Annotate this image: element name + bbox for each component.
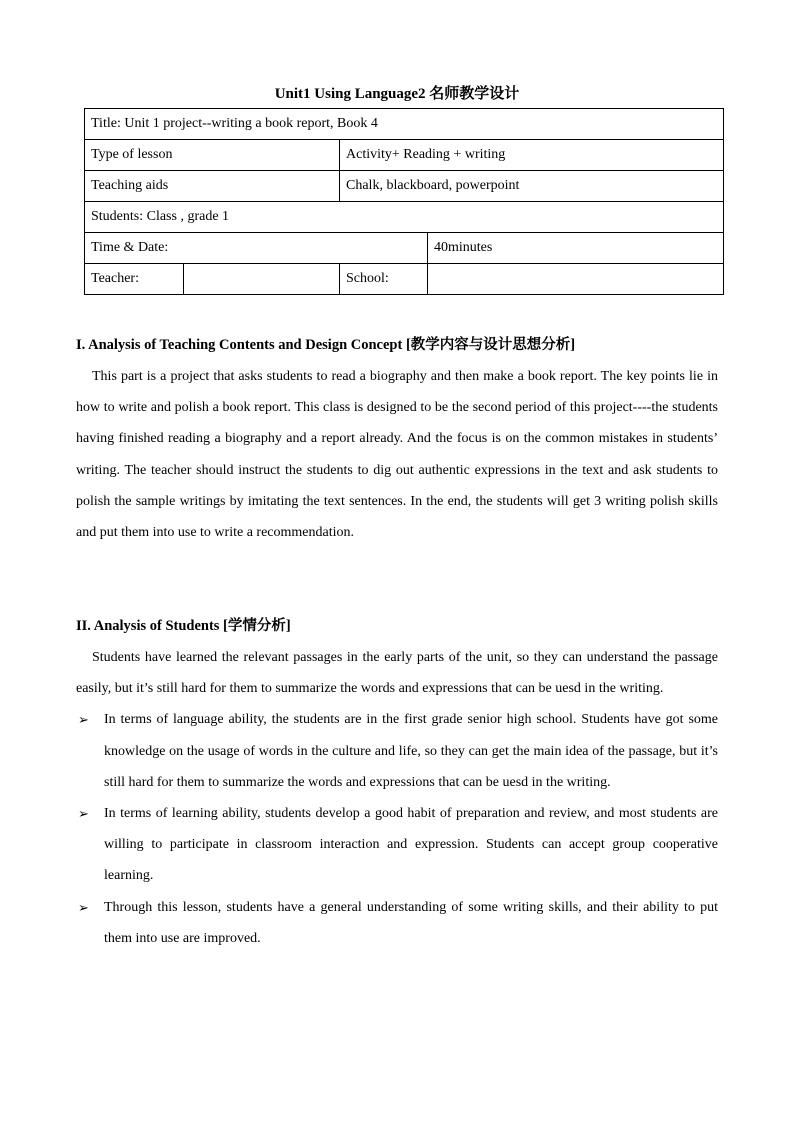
time-value-cell: 40minutes — [428, 233, 724, 264]
section-heading: I. Analysis of Teaching Contents and Design Concept [教学内容与设计思想分析] — [76, 337, 576, 353]
school-label-cell: School: — [340, 264, 428, 295]
time-label-cell: Time & Date: — [85, 233, 428, 264]
aids-label-cell: Teaching aids — [85, 171, 340, 202]
table-row — [85, 233, 724, 264]
document-title: Unit1 Using Language2 名师教学设计 — [274, 86, 520, 102]
arrow-bullet-icon: ➢ — [78, 806, 89, 822]
aids-value-cell: Chalk, blackboard, powerpoint — [340, 171, 724, 202]
section-teaching-contents — [76, 330, 718, 548]
list-item — [76, 798, 718, 892]
list-item — [76, 704, 718, 798]
teacher-label-cell: Teacher: — [85, 264, 184, 295]
type-value-cell: Activity+ Reading + writing — [340, 140, 724, 171]
list-item-text: In terms of learning ability, students develop a good habit of preparation and review, and most students are willing to participate in classroom interaction and expression. Students can accept group cooperative learning. — [104, 806, 718, 884]
table-row — [85, 140, 724, 171]
section-students — [76, 611, 718, 954]
arrow-bullet-icon: ➢ — [78, 712, 89, 728]
section-paragraph: Students have learned the relevant passages in the early parts of the unit, so they can understand the passage easily, but it’s still hard for them to summarize the words and expressions that can be uesd in the writing. — [76, 650, 718, 697]
section-heading: II. Analysis of Students [学情分析] — [76, 618, 291, 634]
list-item — [76, 892, 718, 954]
teacher-value-cell — [184, 264, 340, 295]
arrow-bullet-icon: ➢ — [78, 899, 89, 915]
table-row — [85, 171, 724, 202]
school-value-cell — [428, 264, 724, 295]
table-row — [85, 109, 724, 140]
type-label-cell: Type of lesson — [85, 140, 340, 171]
list-item-text: Through this lesson, students have a general understanding of some writing skills, and their ability to put them into use are improved. — [104, 899, 718, 946]
table-row — [85, 202, 724, 233]
students-cell: Students: Class , grade 1 — [85, 202, 724, 233]
list-item-text: In terms of language ability, the students are in the first grade senior high school. Students have got some knowledge on the usage of words in the culture and life, so they can get the main idea of the passage, but it’s still hard for them to summarize the words and expressions that can be uesd in the writing. — [104, 712, 718, 790]
bullet-list — [76, 704, 718, 954]
section-paragraph: This part is a project that asks students to read a biography and then make a book report. The key points lie in how to write and polish a book report. This class is designed to be the second period of this project----the students having finished reading a biography and a report already. And the focus is on the common mistakes in students’ writing. The teacher should instruct the students to dig out authentic expressions in the text and ask students to polish the sample writings by imitating the text sentences. In the end, the students will get 3 writing polish skills and put them into use to write a recommendation. — [76, 369, 718, 541]
table-row — [85, 264, 724, 295]
lesson-info-table — [84, 108, 724, 295]
title-cell: Title: Unit 1 project--writing a book report, Book 4 — [85, 109, 724, 140]
